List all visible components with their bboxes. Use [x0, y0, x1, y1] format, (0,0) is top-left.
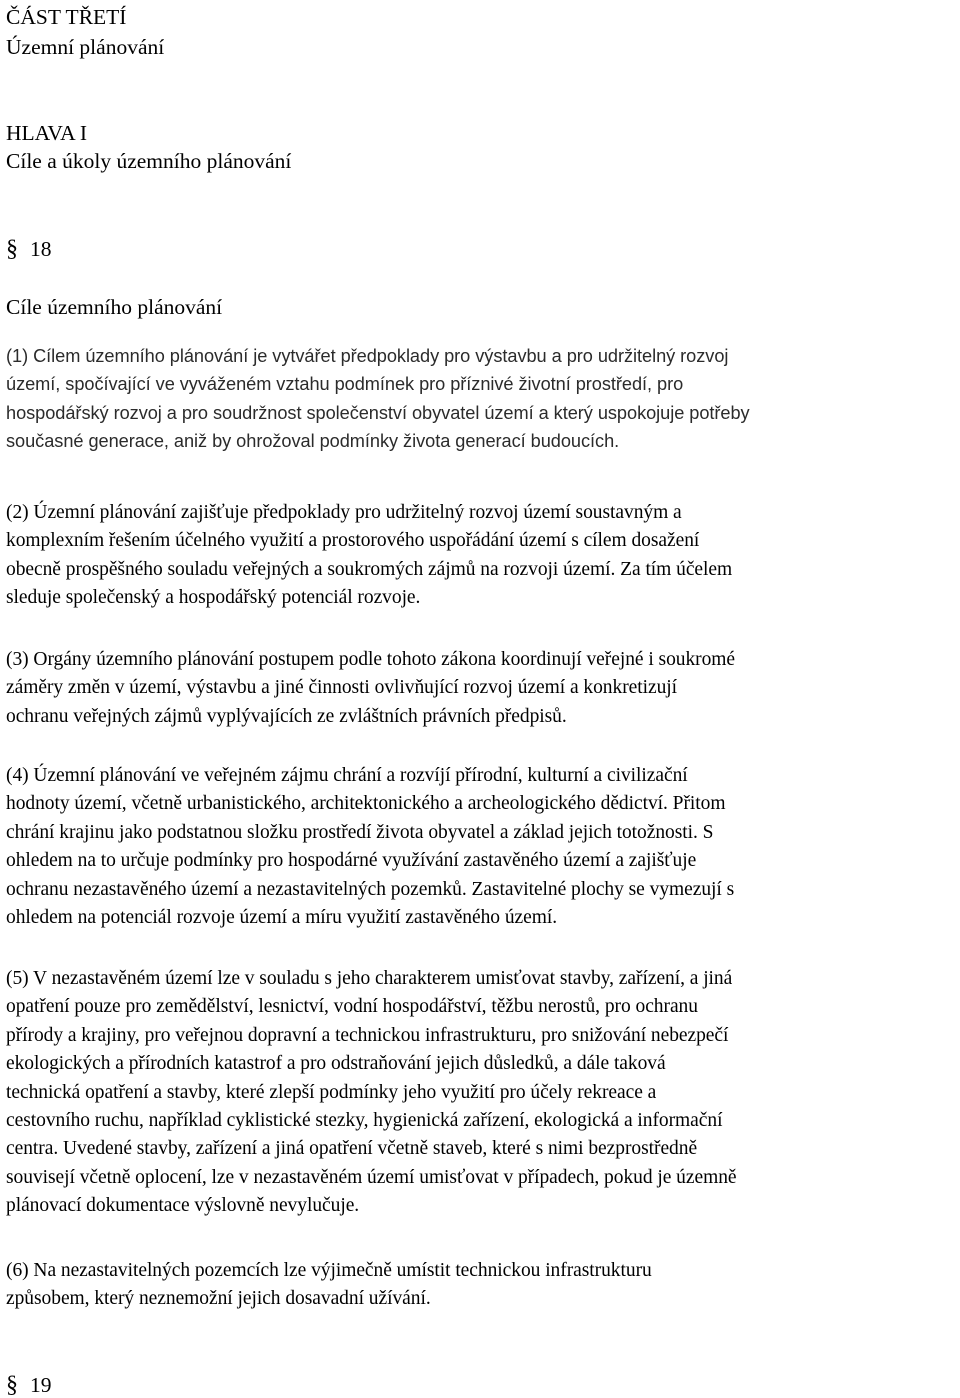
paragraph-3	[6, 646, 956, 731]
paragraph-line: (6) Na nezastavitelných pozemcích lze výjimečně umístit technickou infrastrukturu	[6, 1260, 652, 1281]
paragraph-line: komplexním řešením účelného využití a prostorového uspořádání území s cílem dosažení	[6, 530, 700, 552]
paragraph-line: sleduje společenský a hospodářský potenciál rozvoje.	[6, 587, 421, 609]
paragraph-line: obecně prospěšného souladu veřejných a soukromých zájmů na rozvoji území. Za tím účelem	[6, 558, 733, 580]
paragraph-line: plánovací dokumentace výslovně nevylučuje.	[6, 1195, 360, 1217]
chapter-subtitle: Cíle a úkoly územního plánování	[6, 149, 292, 173]
section-title: Cíle územního plánování	[6, 295, 223, 319]
paragraph-line: (5) V nezastavěném území lze v souladu s jeho charakterem umisťovat stavby, zařízení, a jiná	[6, 968, 733, 989]
paragraph-line: současné generace, aniž by ohrožoval podmínky života generací budoucích.	[6, 431, 620, 452]
paragraph-line: (2) Územní plánování zajišťuje předpoklady pro udržitelný rozvoj území soustavným a	[6, 502, 682, 523]
paragraph-line: (4) Územní plánování ve veřejném zájmu chrání a rozvíjí přírodní, kulturní a civilizační	[6, 765, 688, 786]
paragraph-line: (3) Orgány územního plánování postupem podle tohoto zákona koordinují veřejné i soukromé	[6, 649, 736, 670]
paragraph-line: cestovního ruchu, například cyklistické stezky, hygienická zařízení, ekologická a informační	[6, 1110, 723, 1132]
paragraph-5	[6, 965, 956, 1221]
part-subtitle: Územní plánování	[6, 35, 165, 59]
paragraph-line: technická opatření a stavby, které zlepší podmínky jeho využití pro účely rekreace a	[6, 1081, 657, 1103]
section-sign: §	[6, 1372, 18, 1398]
paragraph-line: hospodářský rozvoj a pro soudržnost společenství obyvatel území a který uspokojuje potřeby	[6, 402, 750, 423]
section-number: 18	[30, 237, 52, 261]
section-sign: §	[6, 236, 18, 262]
paragraph-line: území, spočívající ve vyváženém vztahu podmínek pro příznivé životní prostředí, pro	[6, 374, 684, 395]
paragraph-line: souvisejí včetně oplocení, lze v nezastavěném území umisťovat v případech, pokud je územně	[6, 1166, 737, 1188]
paragraph-2	[6, 499, 956, 613]
paragraph-line: centra. Uvedené stavby, zařízení a jiná opatření včetně staveb, které s nimi bezprostředně	[6, 1138, 698, 1160]
paragraph-line: chrání krajinu jako podstatnou složku prostředí života obyvatel a základ jejich totožnosti. S	[6, 821, 714, 843]
paragraph-line: způsobem, který neznemožní jejich dosavadní užívání.	[6, 1288, 431, 1310]
paragraph-line: přírody a krajiny, pro veřejnou dopravní a technickou infrastrukturu, pro snižování nebezpečí	[6, 1024, 729, 1046]
part-title: ČÁST TŘETÍ	[6, 5, 127, 29]
next-section-heading	[6, 1372, 52, 1398]
paragraph-line: záměry změn v území, výstavbu a jiné činnosti ovlivňující rozvoj území a konkretizují	[6, 677, 678, 699]
paragraph-4	[6, 762, 956, 932]
paragraph-line: ochranu nezastavěného území a nezastavitelných pozemků. Zastavitelné plochy se vymezují s	[6, 878, 735, 900]
paragraph-line: ohledem na potenciál rozvoje území a míru využití zastavěného území.	[6, 907, 558, 929]
paragraph-line: ekologických a přírodních katastrof a pro odstraňování jejich důsledků, a dále taková	[6, 1053, 666, 1075]
paragraph-line: opatření pouze pro zemědělství, lesnictví, vodní hospodářství, těžbu nerostů, pro ochranu	[6, 996, 698, 1018]
paragraph-line: (1) Cílem územního plánování je vytvářet předpoklady pro výstavbu a pro udržitelný rozvoj	[6, 346, 729, 366]
paragraph-line: ohledem na to určuje podmínky pro hospodárné využívání zastavěného území a zajišťuje	[6, 850, 697, 872]
paragraph-line: ochranu veřejných zájmů vyplývajících ze zvláštních právních předpisů.	[6, 705, 567, 727]
section-heading	[6, 234, 52, 264]
paragraph-line: hodnoty území, včetně urbanistického, architektonického a archeologického dědictví. Přitom	[6, 793, 726, 815]
paragraph-1	[6, 342, 956, 456]
chapter-title: HLAVA I	[6, 121, 88, 145]
next-section-number: 19	[30, 1373, 52, 1397]
paragraph-6	[6, 1257, 956, 1314]
